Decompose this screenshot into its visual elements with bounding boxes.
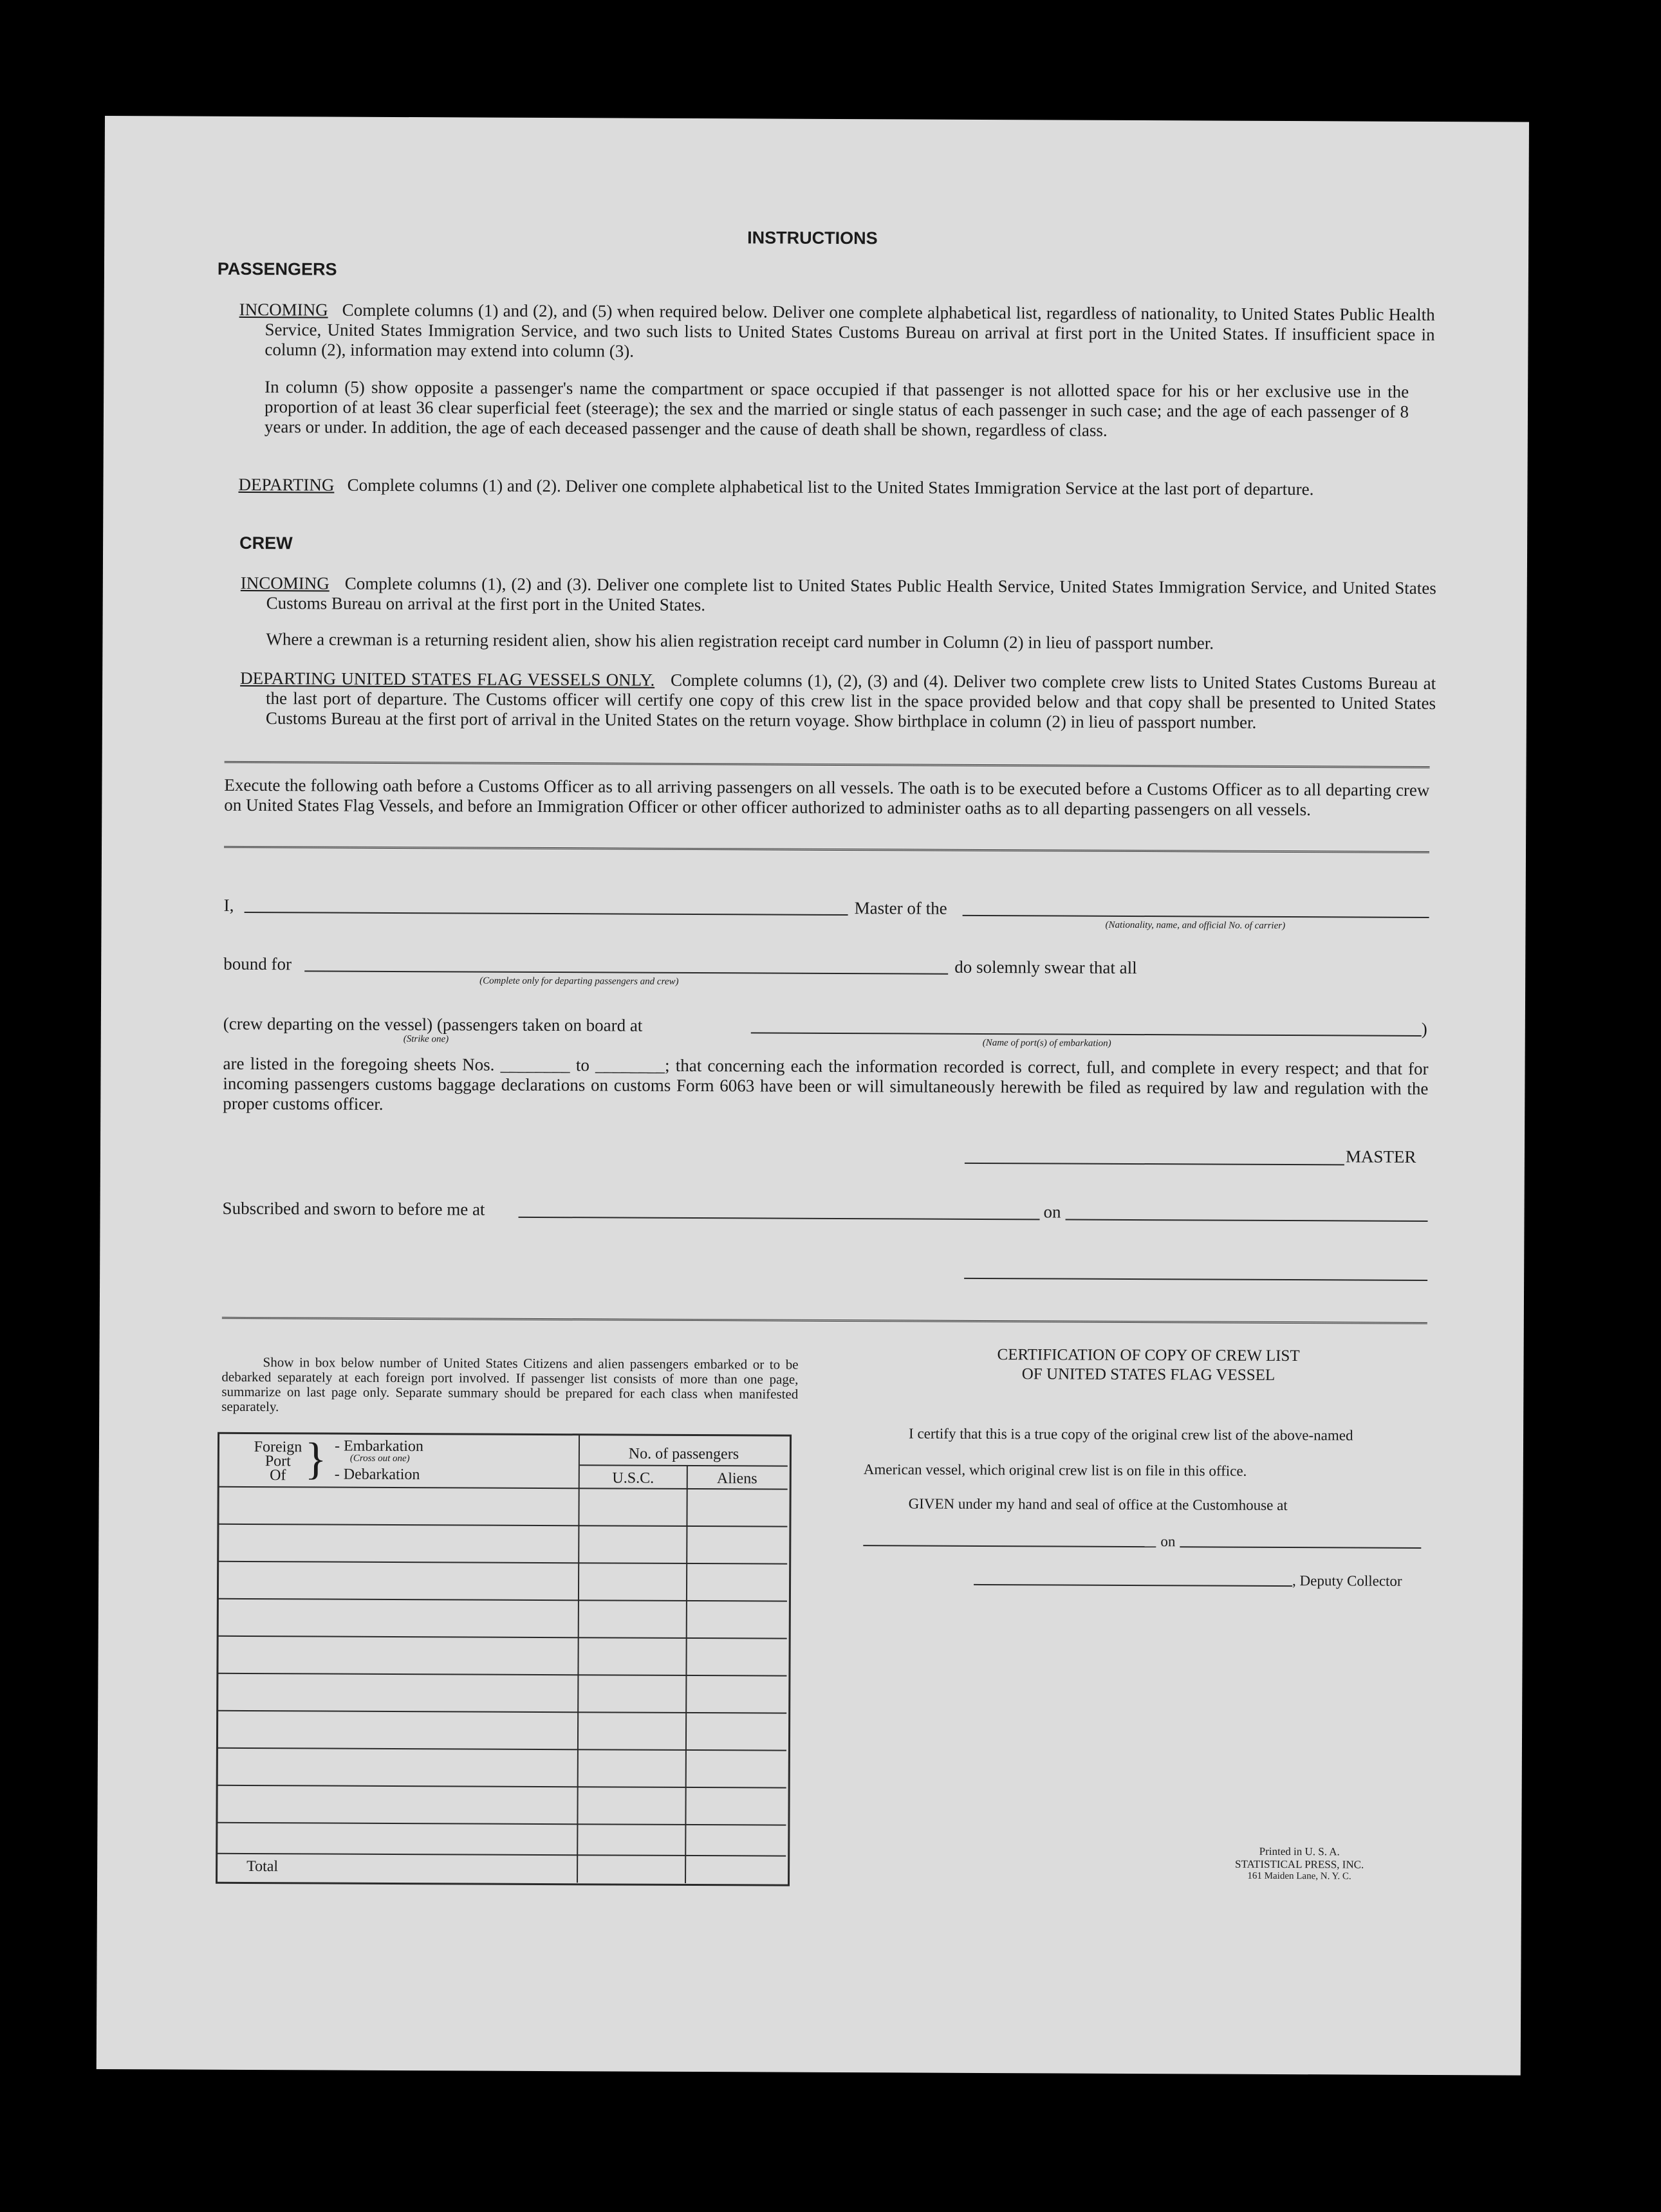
crew-heading: CREW <box>239 533 293 553</box>
passengers-incoming-paragraph <box>239 300 1434 365</box>
usc-header: U.S.C. <box>612 1470 654 1487</box>
summary-table <box>216 1432 792 1886</box>
swear-label: do solemnly swear that all <box>954 957 1137 978</box>
passengers-incoming-text: Complete columns (1) and (2), and (5) when required below. Deliver one complete alphabetical list, regardless of nationality, to United States Public Health Service, United States Immigration Service, and two such lists to United States Customs Bureau on arrival at first port in the United States. If insufficient space in column (2), information may extend into column (3). <box>264 300 1435 361</box>
port-header: Port <box>264 1453 291 1470</box>
column5-paragraph: In column (5) show opposite a passenger's name the compartment or space occupied if that passenger is not allotted space for his or her exclusive use in the proportion of at least 36 clear superficial feet (steerage); the sex and the married or single status of each passenger in such case; and the age of each passenger of 8 years or under. In addition, the age of each deceased passenger and the cause of death shall be shown, regardless of class. <box>264 377 1409 440</box>
passengers-heading: PASSENGERS <box>217 259 337 279</box>
strike-caption: (Strike one) <box>403 1034 449 1045</box>
close-paren: ) <box>1421 1018 1427 1038</box>
certification-title-line2: OF UNITED STATES FLAG VESSEL <box>1021 1365 1276 1384</box>
crew-incoming-label: INCOMING <box>240 573 329 593</box>
certification-date-field[interactable] <box>1180 1546 1421 1549</box>
debarkation-header: - Debarkation <box>334 1466 420 1484</box>
divider <box>225 761 1430 770</box>
foreign-header: Foreign <box>254 1439 302 1456</box>
carrier-caption: (Nationality, name, and official No. of carrier) <box>1105 919 1286 932</box>
divider <box>224 846 1429 854</box>
certification-title-line1: CERTIFICATION OF COPY OF CREW LIST <box>997 1346 1300 1365</box>
subscribed-on-label: on <box>1043 1202 1061 1222</box>
crew-incoming-paragraph <box>241 573 1436 618</box>
passengers-incoming-label: INCOMING <box>239 299 328 320</box>
crew-incoming-text: Complete columns (1), (2) and (3). Deliver one complete list to United States Public Health Service, United States Immigration Service, and United States Customs Bureau on arrival at the first port in the United States. <box>266 573 1436 615</box>
certification-line3: GIVEN under my hand and seal of office at the Customhouse at <box>908 1495 1288 1514</box>
brace-icon: } <box>304 1434 327 1484</box>
bound-for-field[interactable] <box>304 970 948 974</box>
total-label: Total <box>246 1857 279 1876</box>
certification-on-label: on <box>1160 1533 1176 1550</box>
aliens-header: Aliens <box>716 1470 757 1488</box>
page-title: INSTRUCTIONS <box>747 228 878 248</box>
summary-note: Show in box below number of United States Citizens and alien passengers embarked or to be debarked separately at each foreign port involved. If passenger list consists of more than one page, summarize on last page only. Separate summary should be prepared for each class when manifested separately. <box>221 1354 799 1415</box>
master-signature-field[interactable] <box>965 1163 1344 1166</box>
oath-body: are listed in the foregoing sheets Nos. ________ to ________; that concerning each the information recorded is correct, full, and complete in every respect; and that for incoming passengers customs baggage declarations on customs Form 6063 have been or will simultaneously herewith be filed as required by law and regulation with the proper customs officer. <box>223 1053 1429 1114</box>
certification-line1: I certify that this is a true copy of the original crew list of the above-named <box>909 1425 1353 1444</box>
document-page <box>97 116 1529 2076</box>
deputy-signature-field[interactable] <box>974 1584 1292 1587</box>
master-label: MASTER <box>1345 1147 1416 1166</box>
crew-departing-label: DEPARTING UNITED STATES FLAG VESSELS ONLY. <box>240 668 655 690</box>
carrier-field[interactable] <box>963 915 1429 918</box>
printer-line1: Printed in U. S. A. <box>1259 1845 1340 1858</box>
passengers-departing-label: DEPARTING <box>238 474 335 495</box>
deputy-collector-label: , Deputy Collector <box>1292 1572 1402 1589</box>
oath-i-label: I, <box>223 895 234 915</box>
embarkation-port-field[interactable] <box>751 1032 1422 1037</box>
passengers-departing-paragraph <box>238 475 1434 500</box>
customhouse-field[interactable] <box>863 1545 1156 1547</box>
bound-caption: (Complete only for departing passengers and crew) <box>479 975 679 987</box>
ports-caption: (Name of port(s) of embarkation) <box>982 1037 1111 1049</box>
oath-intro-paragraph: Execute the following oath before a Customs Officer as to all arriving passengers on all vessels. The oath is to be executed before a Customs Officer as to all departing crew on United States Flag Vessels, and before an Immigration Officer or other officer authorized to administer oaths as to all departing passengers on all vessels. <box>224 775 1430 820</box>
crew-resident-paragraph: Where a crewman is a returning resident alien, show his alien registration receipt card number in Column (2) in lieu of passport number. <box>266 629 1214 653</box>
crew-departing-label: (crew departing on the vessel) (passengers taken on board at <box>223 1013 643 1035</box>
subscribed-place-field[interactable] <box>519 1217 1040 1221</box>
passengers-departing-text: Complete columns (1) and (2). Deliver one complete alphabetical list to the United States Immigration Service at the last port of departure. <box>347 475 1314 499</box>
certification-line2: American vessel, which original crew list is on file in this office. <box>863 1461 1247 1479</box>
master-of-label: Master of the <box>854 898 947 918</box>
master-name-field[interactable] <box>245 912 848 916</box>
bound-for-label: bound for <box>223 954 292 974</box>
of-header: Of <box>270 1467 286 1484</box>
subscribed-date-field[interactable] <box>1066 1219 1428 1222</box>
embarkation-header: - Embarkation <box>334 1437 423 1455</box>
officer-signature-field[interactable] <box>964 1278 1427 1281</box>
divider <box>222 1317 1427 1325</box>
cross-out-caption: (Cross out one) <box>349 1453 410 1464</box>
no-passengers-header: No. of passengers <box>628 1445 739 1463</box>
printer-line3: 161 Maiden Lane, N. Y. C. <box>1247 1870 1351 1882</box>
printer-line2: STATISTICAL PRESS, INC. <box>1235 1857 1364 1871</box>
subscribed-label: Subscribed and sworn to before me at <box>222 1198 485 1219</box>
crew-departing-text: Complete columns (1), (2), (3) and (4). Deliver two complete crew lists to United States Customs Bureau at the last port of departure. The Customs officer will certify one copy of this crew list in the space provided below and that copy shall be presented to United States Customs Bureau at the first port of arrival in the United States on the return voyage. Show birthplace in column (2) in lieu of passport number. <box>265 670 1436 732</box>
crew-departing-paragraph <box>240 668 1436 733</box>
